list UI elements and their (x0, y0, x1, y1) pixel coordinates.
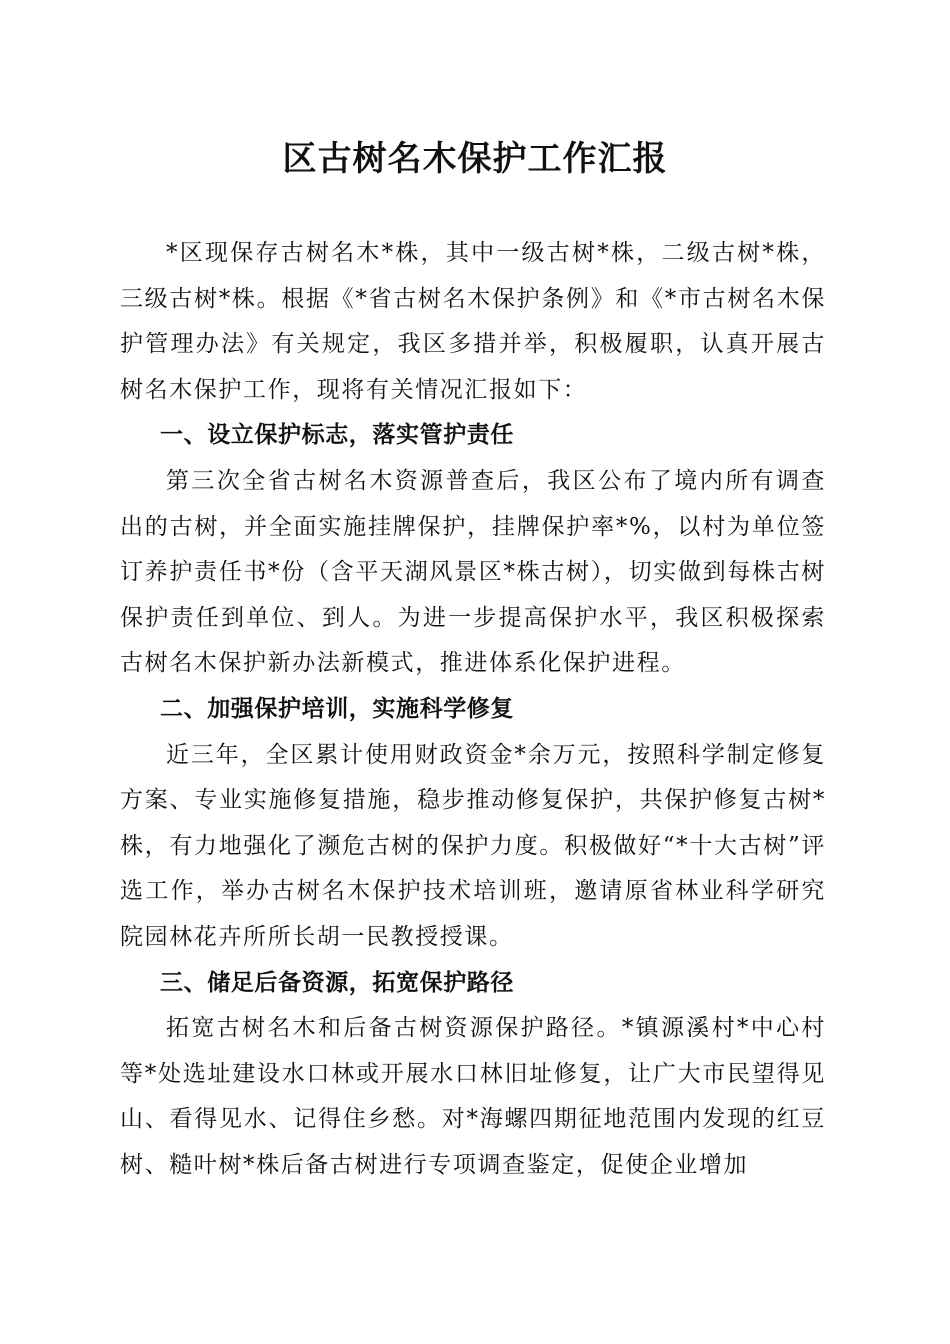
section-heading-1: 一、设立保护标志，落实管护责任 (160, 422, 514, 449)
section-heading-3: 三、储足后备资源，拓宽保护路径 (160, 969, 514, 996)
section-body-3: 拓宽古树名木和后备古树资源保护路径。*镇源溪村*中心村等*处选址建设水口林或开展水口林旧址修复，让广大市民望得见山、看得见水、记得住乡愁。对*海螺四期征地范围内发现的红豆树、糙叶树*株后备古树进行专项调查鉴定，促使企业增加 (120, 1015, 826, 1178)
section-body-2: 近三年，全区累计使用财政资金*余万元，按照科学制定修复方案、专业实施修复措施，稳步推动修复保护，共保护修复古树*株，有力地强化了濒危古树的保护力度。积极做好“*十大古树”评选工作，举办古树名木保护技术培训班，邀请原省林业科学研究院园林花卉所所长胡一民教授授课。 (120, 741, 826, 950)
intro-paragraph: *区现保存古树名木*株，其中一级古树*株，二级古树*株，三级古树*株。根据《*省古树名木保护条例》和《*市古树名木保护管理办法》有关规定，我区多措并举，积极履职，认真开展古树名木保护工作，现将有关情况汇报如下： (120, 240, 826, 403)
section-body-1: 第三次全省古树名木资源普查后，我区公布了境内所有调查出的古树，并全面实施挂牌保护，挂牌保护率*%，以村为单位签订养护责任书*份（含平天湖风景区*株古树），切实做到每株古树保护责任到单位、到人。为进一步提高保护水平，我区积极探索古树名木保护新办法新模式，推进体系化保护进程。 (120, 467, 826, 677)
document-title: 区古树名木保护工作汇报 (282, 139, 668, 179)
document-body (120, 231, 826, 1188)
section-heading-2: 二、加强保护培训，实施科学修复 (160, 695, 514, 722)
